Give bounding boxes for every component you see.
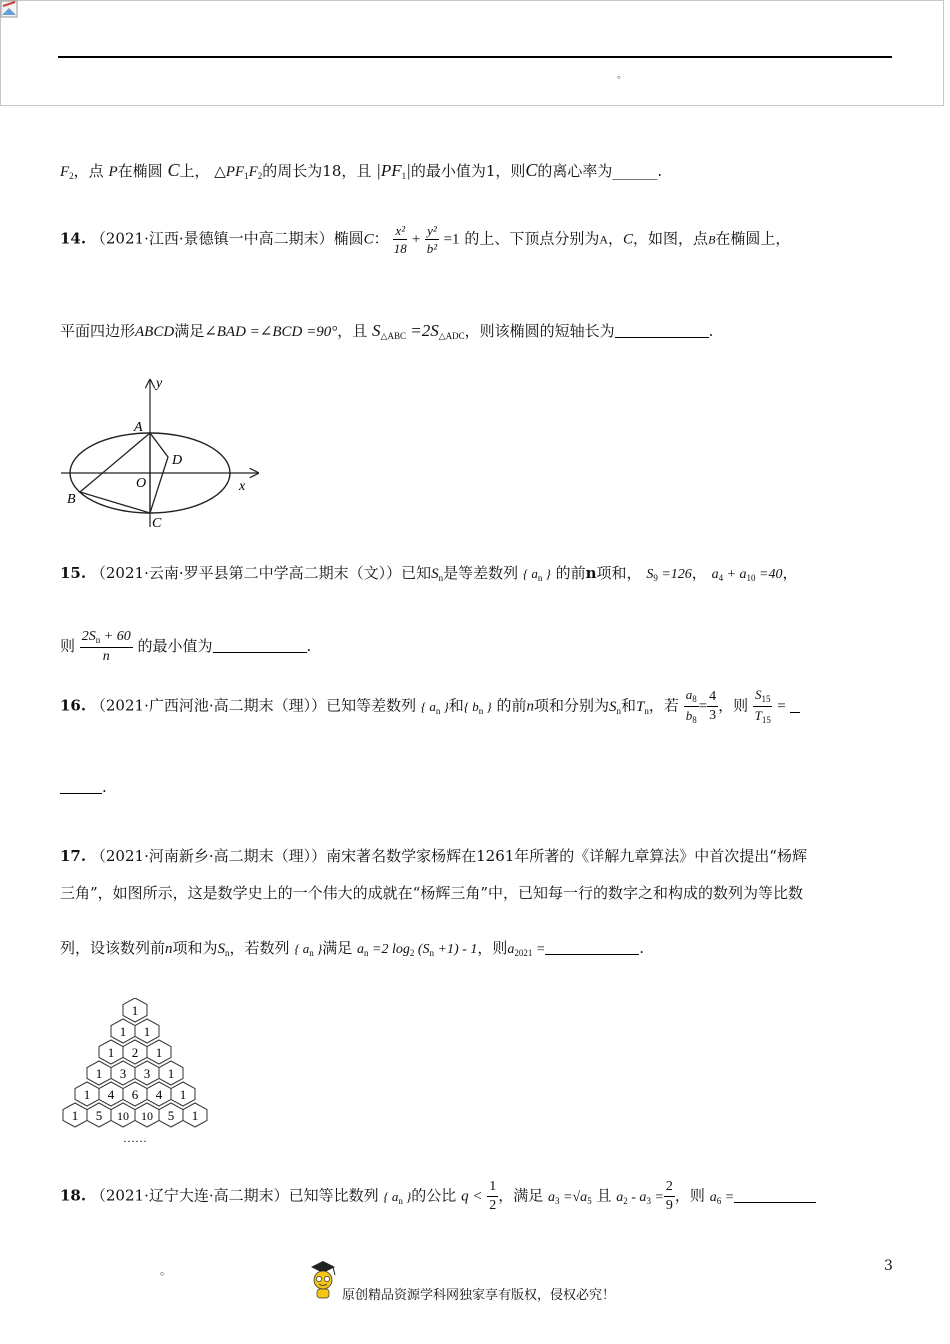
answer-blank-start[interactable]: [790, 698, 800, 713]
triangle-value: 2: [131, 1045, 139, 1060]
triangle-value: 5: [167, 1108, 175, 1123]
page-number: 3: [884, 1258, 893, 1274]
page-header: [0, 0, 944, 106]
question-17-line-3: 列，设该数列前n项和为$S_n$，若数列 { $a_n$ }满足 $a_n =2$ $\log_2 (S_n +1) - 1$，则$a_{2021}$ = .: [60, 939, 645, 958]
triangle-value: 1: [119, 1024, 127, 1039]
footer-dot: 。: [160, 1264, 171, 1277]
triangle-value: 10: [141, 1109, 153, 1123]
triangle-ellipsis: ……: [123, 1131, 147, 1145]
triangle-value: 10: [117, 1109, 129, 1123]
answer-blank-end[interactable]: [60, 779, 102, 794]
triangle-value: 1: [191, 1108, 199, 1123]
ellipse-diagram: [55, 372, 270, 532]
label-x: x: [239, 479, 246, 494]
question-13-tail: $F_2$，点 P在椭圆 C上， $\triangle PF_1F_2$的周长为18，且 $|PF_1|$的最小值为1，则C的离心率为______.: [60, 160, 663, 181]
copyright-notice: 原创精品资源学科网独家享有版权，侵权必究！: [342, 1288, 616, 1303]
triangle-value: 4: [155, 1087, 163, 1102]
triangle-value: 1: [167, 1066, 175, 1081]
label-b: B: [67, 492, 76, 507]
question-14-line-2: 平面四边形ABCD满足∠BAD =∠BCD =90°，且 $S_{\triangle ABC} =2S_{\triangle ADC}$，则该椭圆的短轴长为 .: [60, 321, 714, 341]
triangle-value: 1: [143, 1024, 151, 1039]
triangle-value: 5: [95, 1108, 103, 1123]
triangle-value: 1: [131, 1003, 139, 1018]
triangle-value: 3: [119, 1066, 127, 1081]
question-16-line-2: .: [60, 778, 107, 796]
question-15-line-1: 15. （2021·云南·罗平县第二中学高二期末（文））已知$S_n$是等差数列 { $a_n$ } 的前n项和， $S_9 =126$， $a_4 + a_{10} =40$，: [60, 564, 798, 583]
triangle-value: 1: [71, 1108, 79, 1123]
answer-blank[interactable]: [213, 638, 307, 653]
question-14-line-1: 14. （2021·江西·景德镇一中高二期末）椭圆C： $\frac{\text{x²}}{18}$ + $\frac{\text{y²}}{\text{b²}}$ =1 的上、下顶点分别为A，C，如图，点B在椭圆上，: [60, 223, 791, 256]
triangle-value: 6: [131, 1087, 139, 1102]
header-rule: [58, 56, 892, 58]
question-17-line-2: 三角”，如图所示，这是数学史上的一个伟大的成就在“杨辉三角”中，已知每一行的数字之和构成的数列为等比数: [60, 884, 804, 902]
mascot-icon: [308, 1258, 338, 1302]
triangle-value: 1: [95, 1066, 103, 1081]
triangle-value: 4: [107, 1087, 115, 1102]
yang-hui-triangle: [55, 998, 215, 1150]
answer-blank[interactable]: [734, 1188, 816, 1203]
label-a: A: [134, 420, 143, 435]
header-dot: 。: [617, 70, 627, 81]
label-o: O: [136, 476, 147, 491]
triangle-value: 3: [143, 1066, 151, 1081]
triangle-value: 1: [107, 1045, 115, 1060]
answer-blank[interactable]: [545, 940, 639, 955]
question-15-line-2: 则 $\frac{2S_n + 60}{n}$ 的最小值为 .: [60, 629, 312, 664]
question-18: 18. （2021·辽宁大连·高二期末）已知等比数列 { $a_n$ }的公比 q < $\frac{1}{2}$ ，满足 $a_3 =√a_5$ 且 $a_2 - a_3$ = $\frac{2}{9}$ ，则 $a_6$ =: [60, 1180, 816, 1213]
label-y: y: [156, 376, 163, 391]
label-d: D: [172, 453, 183, 468]
question-17-line-1: 17. （2021·河南新乡·高二期末（理））南宋著名数学家杨辉在1261年所著的《详解九章算法》中首次提出“杨辉: [60, 847, 807, 865]
answer-blank[interactable]: [615, 323, 709, 338]
broken-image-icon: [0, 0, 18, 18]
question-16-line-1: 16. （2021·广西河池·高二期末（理））已知等差数列 { $a_n$ }和{ $b_n$ } 的前n项和分别为$S_n$和$T_n$，若 $\frac{a_8}{b_8}$ = $\frac{4}{3}$ ，则 $\frac{S_{15}}{T_{15}}$ =: [60, 688, 800, 725]
triangle-value: 1: [155, 1045, 163, 1060]
triangle-value: 1: [179, 1087, 187, 1102]
triangle-value: 1: [83, 1087, 91, 1102]
label-c: C: [152, 516, 162, 531]
